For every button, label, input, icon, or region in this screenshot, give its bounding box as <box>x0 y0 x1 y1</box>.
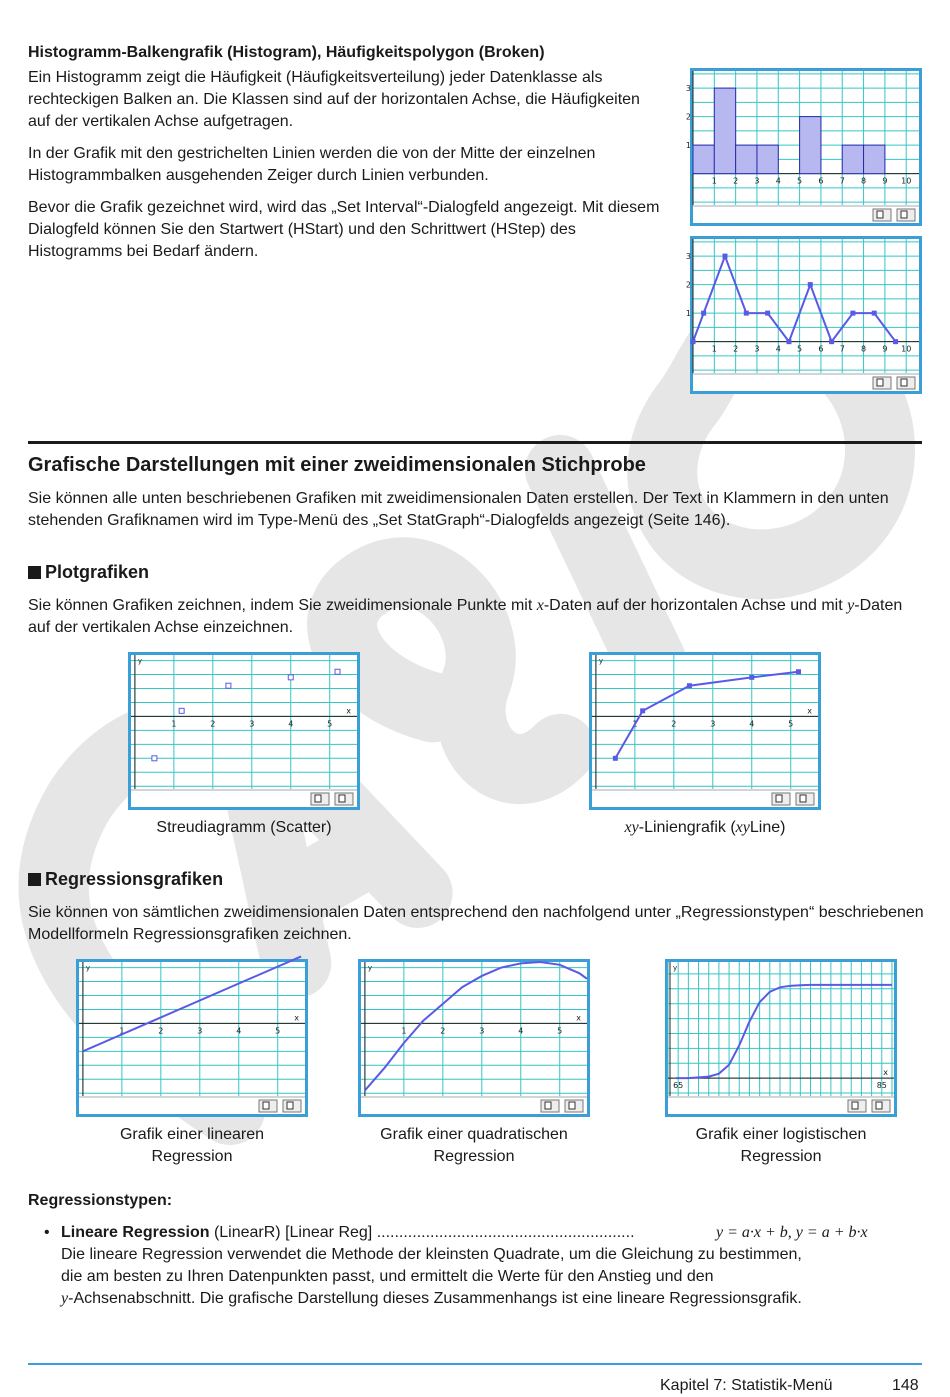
tick-label-x: 1 <box>401 1026 407 1036</box>
axis-label-x: x <box>883 1068 888 1078</box>
xyline-screenshot <box>589 652 821 810</box>
axis-label-y: y <box>598 657 604 665</box>
data-point <box>687 684 691 688</box>
histogram-bar <box>800 117 821 174</box>
tick-label-x: 4 <box>775 344 781 354</box>
caption-xyline-c: xy <box>735 819 750 836</box>
linear-regression-item <box>61 1222 701 1244</box>
axis-label-x: x <box>807 706 812 716</box>
toolbar-icon-glyph <box>315 795 321 802</box>
screenshot-toolbar <box>693 374 919 391</box>
series-line <box>615 672 798 759</box>
tick-label-x: 4 <box>236 1026 242 1036</box>
data-point <box>787 340 791 344</box>
tick-label-x: 5 <box>275 1026 281 1036</box>
caption-quadratic <box>344 1124 604 1168</box>
toolbar-icon-glyph <box>877 379 883 386</box>
tick-label-x: 2 <box>440 1026 446 1036</box>
caption-xyline-d: Line) <box>749 819 786 836</box>
tick-label-x: 5 <box>557 1026 563 1036</box>
tick-label-x: 85 <box>876 1081 887 1091</box>
tick-label-x: 4 <box>288 719 294 729</box>
caption-quadratic-1: Grafik einer quadratischen <box>380 1126 568 1143</box>
data-point <box>872 311 876 315</box>
toolbar-icon-glyph <box>287 1102 293 1109</box>
tick-label-x: 6 <box>818 176 824 186</box>
caption-scatter: Streudiagramm (Scatter) <box>156 819 332 836</box>
intro-paragraph-3: Bevor die Grafik gezeichnet wird, wird das „Set Interval“-Dialogfeld angezeigt. Mit diesem Dialogfeld können Sie den Startwert (HStart) und den Schrittwert (HStep) des Histogramms bei Bedarf ändern. <box>28 199 660 260</box>
data-point <box>851 311 855 315</box>
tick-label-x: 9 <box>882 344 888 354</box>
intro-paragraph-1: Ein Histogramm zeigt die Häufigkeit (Häufigkeitsverteilung) jeder Datenklasse als rechteckigen Balken an. Die Klassen sind auf der horizontalen Achse, die Häufigkeiten auf der vertikalen Achse aufgetragen. <box>28 69 640 130</box>
regression-text: Sie können von sämtlichen zweidimensionalen Daten entsprechend den nachfolgend unter „Regressionstypen“ beschriebenen Modellformeln Regressionsgrafiken zeichnen. <box>28 904 924 943</box>
linear-regression-desc-3-y: y <box>61 1290 69 1307</box>
tick-label-x: 1 <box>632 719 638 729</box>
tick-label-y: 3 <box>685 84 691 94</box>
tick-label-x: 7 <box>839 344 845 354</box>
screenshot-toolbar <box>79 1097 305 1114</box>
toolbar-icon-glyph <box>852 1102 858 1109</box>
section-title: Grafische Darstellungen mit einer zweidimensionalen Stichprobe <box>28 454 646 476</box>
logistic-regression-chart <box>668 962 894 1114</box>
grid <box>361 962 587 1096</box>
scatter-screenshot <box>128 652 360 810</box>
intro-title: Histogramm-Balkengrafik (Histogram), Häufigkeitspolygon (Broken) <box>28 44 545 61</box>
square-bullet-icon <box>28 566 41 579</box>
toolbar-icon-glyph <box>901 379 907 386</box>
scatter-chart <box>131 655 357 807</box>
grid <box>131 655 357 789</box>
linear-regression-chart <box>79 962 305 1114</box>
tick-label-x: 3 <box>710 719 716 729</box>
broken-line-chart <box>685 239 919 391</box>
axis-label-y: y <box>673 964 678 972</box>
caption-logistic-2: Regression <box>740 1148 822 1165</box>
tick-label-x: 4 <box>775 176 781 186</box>
histogram-bar <box>736 145 757 174</box>
intro-paragraph-2: In der Grafik mit den gestrichelten Linien werden die von der Mitte der einzelnen Histogrammbalken ausgehenden Zeiger durch Linien verbunden. <box>28 145 596 184</box>
square-bullet-icon <box>28 873 41 886</box>
caption-xyline-a: xy <box>624 819 639 836</box>
toolbar-icon-glyph <box>901 211 907 218</box>
histogram-bar <box>842 145 863 174</box>
plot-text-b: -Daten auf der horizontalen Achse und mit <box>543 597 848 614</box>
quadratic-regression-screenshot <box>358 959 590 1117</box>
toolbar-icon-glyph <box>263 1102 269 1109</box>
data-point <box>830 340 834 344</box>
logistic-regression-screenshot <box>665 959 897 1117</box>
linear-regression-item-rest: (LinearR) [Linear Reg] <box>209 1224 377 1241</box>
section-divider <box>28 441 922 444</box>
data-point <box>744 311 748 315</box>
tick-label-x: 2 <box>733 344 739 354</box>
types-title: Regressionstypen: <box>28 1192 173 1209</box>
plot-heading-label: Plotgrafiken <box>45 562 150 582</box>
histogram-bar <box>757 145 778 174</box>
quadratic-regression-chart <box>361 962 587 1114</box>
tick-label-x: 1 <box>171 719 177 729</box>
linear-regression-desc-3 <box>61 1288 931 1310</box>
footer-rule <box>28 1363 922 1365</box>
tick-label-x: 10 <box>901 176 912 186</box>
scatter-point <box>152 756 157 761</box>
histogram-chart <box>685 71 919 223</box>
tick-label-x: 8 <box>861 176 867 186</box>
screenshot-toolbar <box>592 790 818 807</box>
tick-label-x: 4 <box>749 719 755 729</box>
tick-label-x: 8 <box>861 344 867 354</box>
linear-regression-screenshot <box>76 959 308 1117</box>
histogram-bar <box>693 145 714 174</box>
plot-text-c: -Daten auf der vertikalen Achse einzeichnen. <box>28 597 903 636</box>
caption-logistic <box>651 1124 911 1168</box>
linear-regression-desc-1: Die lineare Regression verwendet die Methode der kleinsten Quadrate, um die Gleichung zu bestimmen, <box>61 1246 802 1263</box>
tick-label-x: 1 <box>711 344 717 354</box>
tick-label-y: 3 <box>685 252 691 262</box>
tick-label-x: 1 <box>711 176 717 186</box>
linear-regression-item-name: Lineare Regression <box>61 1224 210 1241</box>
plot-text <box>28 595 908 639</box>
caption-logistic-1: Grafik einer logistischen <box>695 1126 867 1143</box>
tick-label-x: 2 <box>671 719 677 729</box>
tick-label-x: 3 <box>197 1026 203 1036</box>
leader-dots: .......................................................... <box>376 1224 635 1241</box>
caption-linear <box>62 1124 322 1168</box>
tick-label-x: 5 <box>797 344 803 354</box>
histogram-screenshot <box>685 68 922 226</box>
plot-text-a: Sie können Grafiken zeichnen, indem Sie zweidimensionale Punkte mit <box>28 597 537 614</box>
tick-label-x: 65 <box>673 1081 684 1091</box>
tick-label-y: 2 <box>685 280 691 290</box>
tick-label-x: 5 <box>797 176 803 186</box>
plot-heading <box>28 562 149 583</box>
plot-text-x: x <box>536 597 544 614</box>
axis-label-y: y <box>367 964 373 972</box>
scatter-point <box>335 669 340 674</box>
screenshot-toolbar <box>693 206 919 223</box>
linear-regression-desc-3-text: -Achsenabschnitt. Die grafische Darstellung dieses Zusammenhangs ist eine lineare Regressionsgrafik. <box>68 1290 802 1307</box>
bullet-icon: • <box>44 1224 50 1241</box>
tick-label-x: 3 <box>754 176 760 186</box>
toolbar-icon-glyph <box>569 1102 575 1109</box>
data-point <box>750 675 754 679</box>
caption-quadratic-2: Regression <box>433 1148 515 1165</box>
caption-xyline-b: -Liniengrafik ( <box>638 819 736 836</box>
tick-label-x: 5 <box>788 719 794 729</box>
linear-regression-formula: y = a·x + b, y = a + b·x <box>716 1224 868 1241</box>
caption-xyline <box>560 817 850 839</box>
grid <box>668 962 894 1096</box>
axis-label-x: x <box>576 1013 581 1023</box>
tick-label-y: 1 <box>685 309 691 319</box>
scatter-point <box>179 708 184 713</box>
screenshot-toolbar <box>131 790 357 807</box>
toolbar-icon-glyph <box>877 211 883 218</box>
tick-label-x: 2 <box>158 1026 164 1036</box>
screenshot-toolbar <box>668 1097 894 1114</box>
regression-heading-label: Regressionsgrafiken <box>45 869 224 889</box>
scatter-point <box>288 675 293 680</box>
axis-label-y: y <box>85 964 91 972</box>
toolbar-icon-glyph <box>339 795 345 802</box>
tick-label-x: 6 <box>818 344 824 354</box>
data-point <box>766 311 770 315</box>
data-point <box>613 756 617 760</box>
grid <box>79 962 305 1096</box>
tick-label-x: 2 <box>210 719 216 729</box>
footer-chapter: Kapitel 7: Statistik-Menü <box>660 1377 833 1394</box>
data-point <box>797 670 801 674</box>
histogram-bar <box>714 88 735 174</box>
xyline-chart <box>592 655 818 807</box>
data-point <box>641 709 645 713</box>
tick-label-y: 1 <box>685 141 691 151</box>
tick-label-x: 5 <box>327 719 333 729</box>
caption-linear-2: Regression <box>151 1148 233 1165</box>
tick-label-x: 2 <box>733 176 739 186</box>
tick-label-x: 7 <box>839 176 845 186</box>
regression-heading <box>28 869 223 890</box>
data-point <box>691 340 695 344</box>
broken-line-screenshot <box>685 236 922 394</box>
tick-label-y: 2 <box>685 112 691 122</box>
data-point <box>723 254 727 258</box>
tick-label-x: 3 <box>754 344 760 354</box>
tick-label-x: 4 <box>518 1026 524 1036</box>
axis-label-y: y <box>137 657 143 665</box>
tick-label-x: 3 <box>479 1026 485 1036</box>
histogram-bar <box>864 145 885 174</box>
scatter-point <box>226 683 231 688</box>
section-text: Sie können alle unten beschriebenen Grafiken mit zweidimensionalen Daten erstellen. Der Text in Klammern in den unten stehenden Grafiknamen wird im Type-Menü des „Set StatGraph“-Dialogfelds angezeigt (Seite 146). <box>28 490 889 529</box>
data-point <box>702 311 706 315</box>
data-point <box>808 283 812 287</box>
axis-label-x: x <box>294 1013 299 1023</box>
toolbar-icon-glyph <box>876 1102 882 1109</box>
plot-text-y: y <box>847 597 855 614</box>
tick-label-x: 9 <box>882 176 888 186</box>
toolbar-icon-glyph <box>776 795 782 802</box>
grid <box>592 655 818 789</box>
footer-page-number: 148 <box>892 1377 919 1394</box>
tick-label-x: 3 <box>249 719 255 729</box>
tick-label-x: 10 <box>901 344 912 354</box>
tick-label-x: 1 <box>119 1026 125 1036</box>
screenshot-toolbar <box>361 1097 587 1114</box>
axis-label-x: x <box>346 706 351 716</box>
caption-linear-1: Grafik einer linearen <box>119 1126 265 1143</box>
linear-regression-desc-2: die am besten zu Ihren Datenpunkten passt, und ermittelt die Werte für den Anstieg und den <box>61 1268 714 1285</box>
toolbar-icon-glyph <box>800 795 806 802</box>
data-point <box>894 340 898 344</box>
toolbar-icon-glyph <box>545 1102 551 1109</box>
